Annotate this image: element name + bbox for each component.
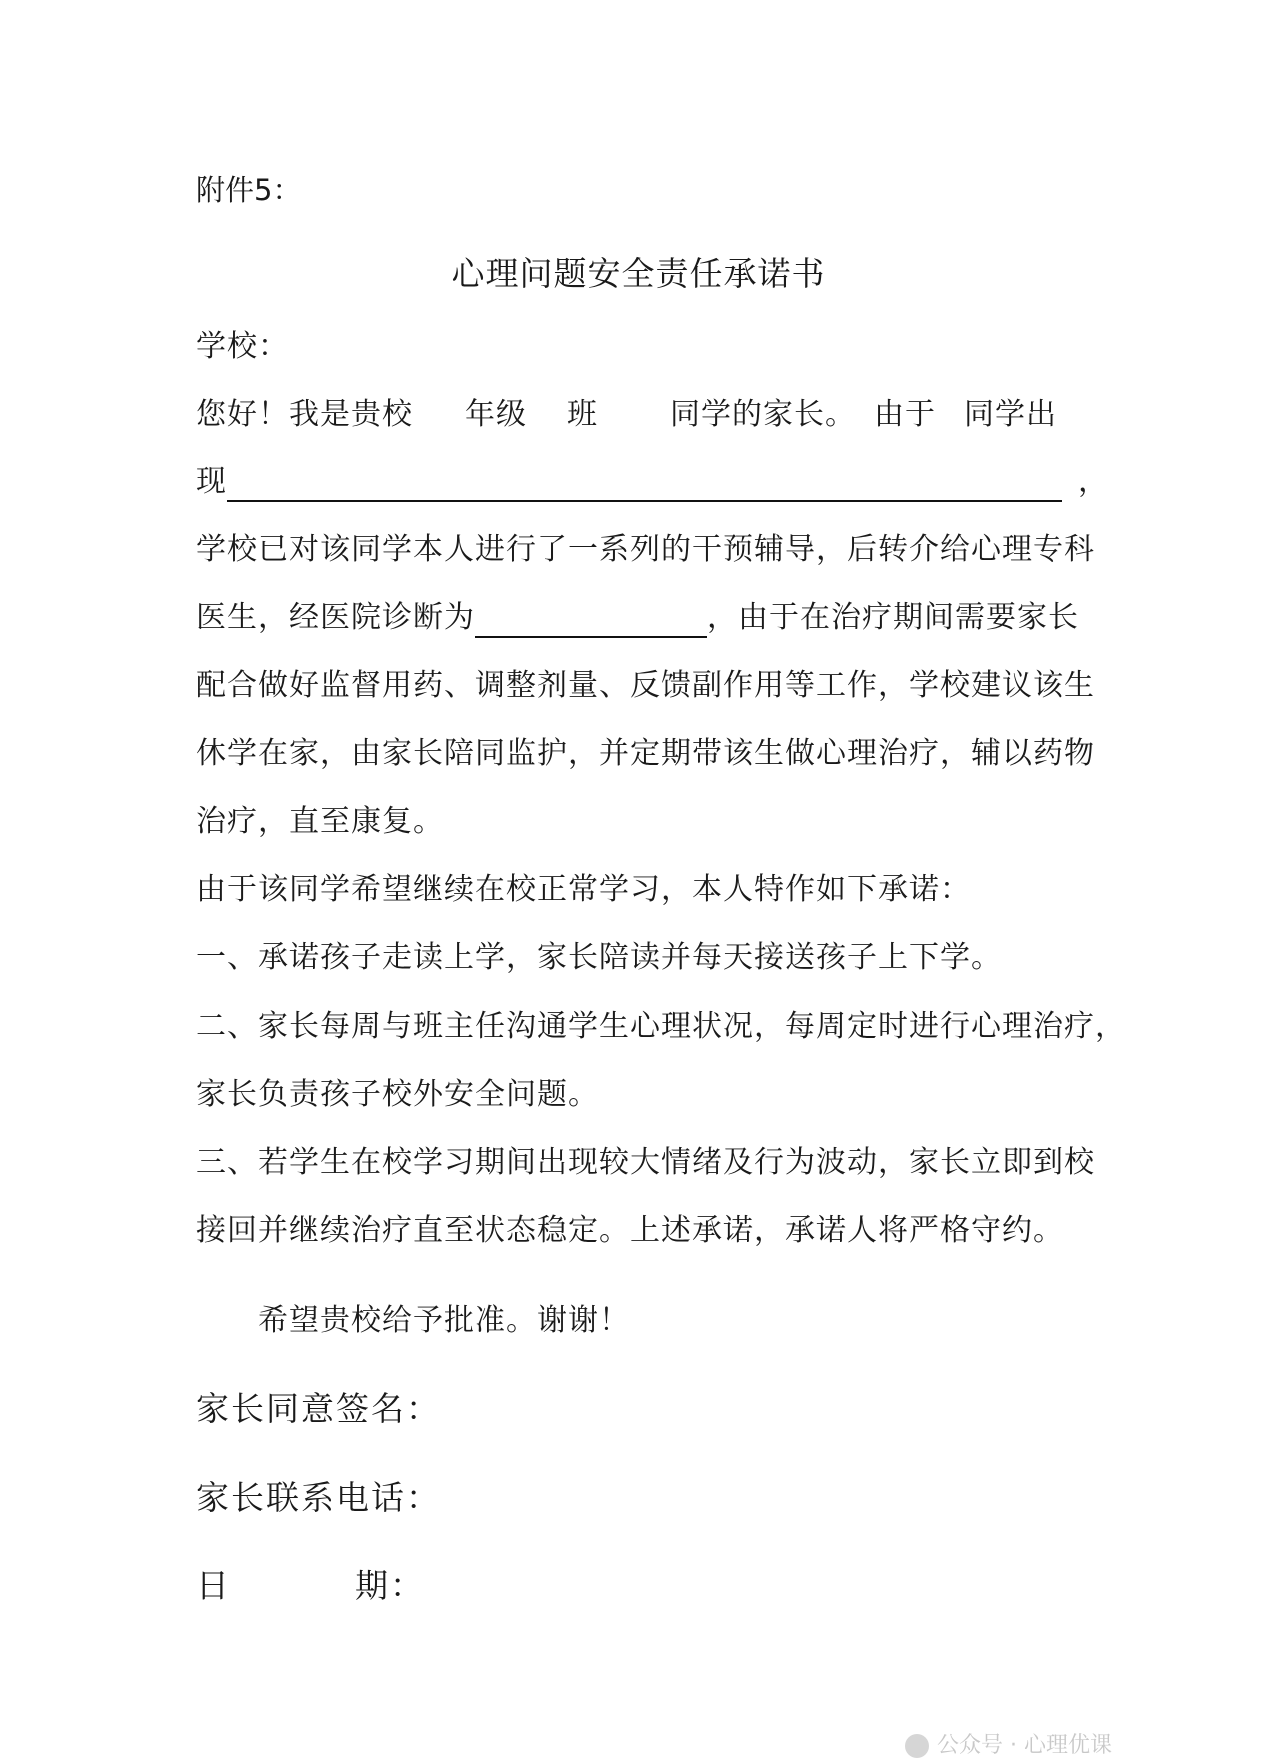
diagnosis-line xyxy=(196,598,1079,638)
class-label: 班 xyxy=(567,397,598,432)
body-line-5: 治疗，直至康复。 xyxy=(196,804,444,839)
date-label-1: 日 xyxy=(196,1566,231,1605)
pledge-item-3-cont: 接回并继续治疗直至状态稳定。上述承诺，承诺人将严格守约。 xyxy=(196,1213,1064,1248)
watermark xyxy=(905,1728,1112,1759)
parent-phone-label: 家长联系电话： xyxy=(196,1478,441,1517)
pledge-item-2-cont: 家长负责孩子校外安全问题。 xyxy=(196,1077,599,1112)
attachment-label: 附件5： xyxy=(196,173,302,207)
diagnosis-prefix: 医生，经医院诊断为 xyxy=(196,600,475,635)
appear-line xyxy=(196,462,1109,502)
intro-line xyxy=(196,395,1057,435)
date-label xyxy=(196,1564,425,1608)
diagnosis-suffix: ，由于在治疗期间需要家长 xyxy=(707,600,1079,635)
parent-signature-label: 家长同意签名： xyxy=(196,1389,441,1428)
closing-text: 希望贵校给予批准。谢谢！ xyxy=(258,1303,630,1338)
appear-suffix: ， xyxy=(1078,464,1109,499)
salutation: 学校： xyxy=(196,329,289,364)
body-line-1: 学校已对该同学本人进行了一系列的干预辅导，后转介给心理专科 xyxy=(196,532,1095,567)
intro-text-2: 同学的家长。 xyxy=(670,397,856,432)
intro-text-1: 您好！我是贵校 xyxy=(196,397,413,432)
document-title: 心理问题安全责任承诺书 xyxy=(451,254,826,293)
intro-text-3: 由于 xyxy=(874,397,936,432)
watermark-text: 公众号 · 心理优课 xyxy=(937,1733,1112,1758)
pledge-item-2: 二、家长每周与班主任沟通学生心理状况，每周定时进行心理治疗， xyxy=(196,1009,1126,1044)
pledge-item-1: 一、承诺孩子走读上学，家长陪读并每天接送孩子上下学。 xyxy=(196,940,1002,975)
diagnosis-blank[interactable] xyxy=(475,602,707,638)
body-line-3: 配合做好监督用药、调整剂量、反馈副作用等工作，学校建议该生 xyxy=(196,668,1095,703)
pledge-intro: 由于该同学希望继续在校正常学习，本人特作如下承诺： xyxy=(196,872,971,907)
appear-prefix: 现 xyxy=(196,464,227,499)
grade-label: 年级 xyxy=(465,397,527,432)
wechat-logo-icon xyxy=(905,1734,929,1758)
symptom-blank[interactable] xyxy=(227,466,1062,502)
intro-text-4: 同学出 xyxy=(964,397,1057,432)
body-line-4: 休学在家，由家长陪同监护，并定期带该生做心理治疗，辅以药物 xyxy=(196,736,1095,771)
date-label-2: 期： xyxy=(355,1566,425,1605)
pledge-item-3: 三、若学生在校学习期间出现较大情绪及行为波动，家长立即到校 xyxy=(196,1145,1095,1180)
